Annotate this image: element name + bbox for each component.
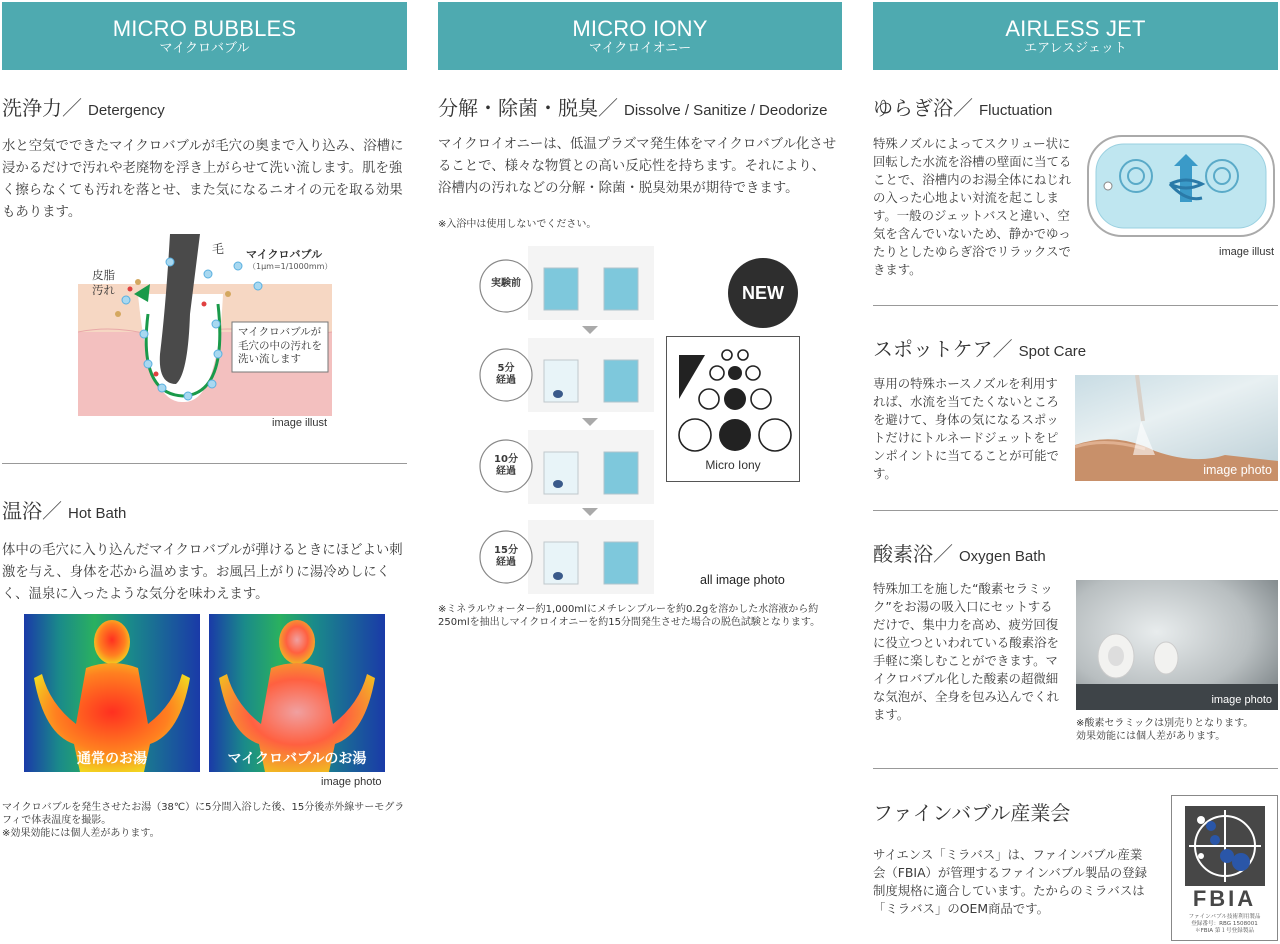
step-label: 5分 経過: [496, 363, 516, 386]
spot-care-heading: スポットケア／ Spot Care: [873, 337, 1087, 361]
caption-illust-1: image illust: [272, 417, 328, 429]
header-title-ja: エアレスジェット: [1024, 41, 1127, 56]
photo-caption: image photo: [1211, 694, 1272, 706]
hot-bath-body: 体中の毛穴に入り込んだマイクロバブルが弾けるときにほどよい刺激を与え、身体を芯から温めます。お風呂上がりに湯冷めしにくく、温泉に入ったような気分を味わえます。: [2, 543, 403, 602]
thermo-label-normal: 通常のお湯: [77, 751, 147, 767]
oxygen-bath-body: 特殊加工を施した“酸素セラミック”をお湯の吸入口にセットするだけで、集中力を高め、疲労回復に役立つといわれている酸素浴を手軽に楽しむことができます。マイクロバブル化した酸素の超微細な気泡が、全身を包み込んでくれます。: [873, 581, 1059, 722]
column-micro-iony: [438, 2, 842, 70]
oxygen-bath-photo: [1076, 580, 1278, 710]
fbia-body: サイエンス「ミラバス」は、ファインバブル産業会（FBIA）が管理するファインバブル製品の登録制度規格に適合しています。たからのミラバスは「ミラバス」のOEM商品です。: [873, 847, 1147, 916]
hot-bath-heading: 温浴／ Hot Bath: [2, 499, 127, 523]
header-title-ja: マイクロイオニー: [588, 41, 692, 56]
column-micro-bubbles: [2, 2, 407, 70]
label-microbubble: マイクロバブル: [246, 248, 323, 261]
fbia-logo: [1171, 795, 1278, 941]
fbia-logo-text: FBIA: [1192, 886, 1257, 911]
new-badge: NEW: [728, 258, 798, 328]
header-title-ja: マイクロバブル: [159, 41, 250, 56]
step-label: 10分 経過: [494, 454, 518, 477]
iony-note-bottom: ※ミネラルウォーター約1,000mlにメチレンブルーを約0.2gを溶かした水溶液から約250mlを抽出しマイクロイオニーを約15分間発生させた場合の脱色試験となります。: [438, 604, 821, 628]
divider: [2, 463, 407, 464]
header-title-en: MICRO IONY: [572, 16, 708, 41]
caption-photo-1: image photo: [321, 776, 382, 788]
divider: [873, 305, 1278, 306]
fbia-heading: ファインバブル産業会: [873, 801, 1071, 825]
label-hair: 毛: [212, 242, 225, 256]
caption-illust-3: image illust: [1219, 246, 1275, 258]
photo-caption: image photo: [1203, 463, 1272, 477]
micro-iony-header: [438, 2, 842, 70]
iony-note-top: ※入浴中は使用しないでください。: [438, 219, 597, 230]
detergency-body: 水と空気でできたマイクロバブルが毛穴の奥まで入り込み、浴槽に浸かるだけで汚れや老廃物を浮き上がらせて洗い流します。肌を強く擦らなくても汚れを落とせ、また気になるニオイの元を取る効果もあります。: [2, 139, 404, 220]
dissolve-body: マイクロイオニーは、低温プラズマ発生体をマイクロバブル化させることで、様々な物質との高い反応性を持ちます。それにより、浴槽内の汚れなどの分解・除菌・脱臭効果が期待できます。: [438, 137, 837, 196]
fluctuation-heading: ゆらぎ浴／ Fluctuation: [873, 96, 1053, 120]
divider: [873, 768, 1278, 769]
pore-illustration: [78, 234, 332, 416]
hot-bath-note: マイクロバブルを発生させたお湯（38℃）に5分間入浴した後、15分後赤外線サーモグラフィで体表温度を撮影。 ※効果効能には個人差があります。: [2, 802, 405, 839]
thermo-label-microbubble: マイクロバブルのお湯: [227, 751, 367, 767]
column-airless-jet: [873, 2, 1278, 70]
fluctuation-body: 特殊ノズルによってスクリュー状に回転した水流を浴槽の壁面に当てることで、浴槽内のお湯全体にねじれの入った心地よい対流を起こします。一般のジェットバスと違い、空気を含んでいないため、静かでゆったりとしたゆらぎ浴でリラックスできます。: [873, 136, 1072, 277]
caption-all-image: all image photo: [700, 573, 785, 587]
header-title-en: MICRO BUBBLES: [112, 16, 297, 41]
spot-care-body: 専用の特殊ホースノズルを利用すれば、水流を当てたくないところを避けて、身体の気になるスポットだけにトルネードジェットをピンポイントに当てることが可能です。: [873, 376, 1059, 481]
label-dirt: 皮脂 汚れ: [92, 268, 115, 297]
detergency-heading: 洗浄力／ Detergency: [2, 96, 165, 120]
spot-care-photo: [1075, 375, 1278, 481]
airless-jet-header: [873, 2, 1278, 70]
oxygen-bath-note: ※酸素セラミックは別売りとなります。 効果効能には個人差があります。: [1076, 718, 1254, 742]
thermo-photo-microbubble: [209, 614, 385, 772]
logo-text: Micro Iony: [705, 458, 761, 472]
label-size: （1μm=1/1000mm）: [248, 262, 332, 271]
bathtub-illustration: [1086, 132, 1278, 240]
step-label: 実験前: [491, 278, 521, 289]
step-label: 15分 経過: [494, 545, 518, 568]
thermo-photo-normal: [24, 614, 200, 772]
header-title-en: AIRLESS JET: [1005, 16, 1146, 41]
micro-iony-logo: [666, 336, 800, 482]
divider: [873, 510, 1278, 511]
fbia-logo-small: ファインバブル技術利用製品 登録番号：RBG 1508001 ＊FBIA 第１号登録製品: [1188, 914, 1261, 934]
micro-bubbles-header: [2, 2, 407, 70]
experiment-steps: [478, 246, 658, 596]
oxygen-bath-heading: 酸素浴／ Oxygen Bath: [873, 542, 1046, 566]
illust-callout: マイクロバブルが 毛穴の中の汚れを 洗い流します: [238, 326, 322, 365]
dissolve-heading: 分解・除菌・脱臭／ Dissolve / Sanitize / Deodorize: [438, 96, 828, 120]
